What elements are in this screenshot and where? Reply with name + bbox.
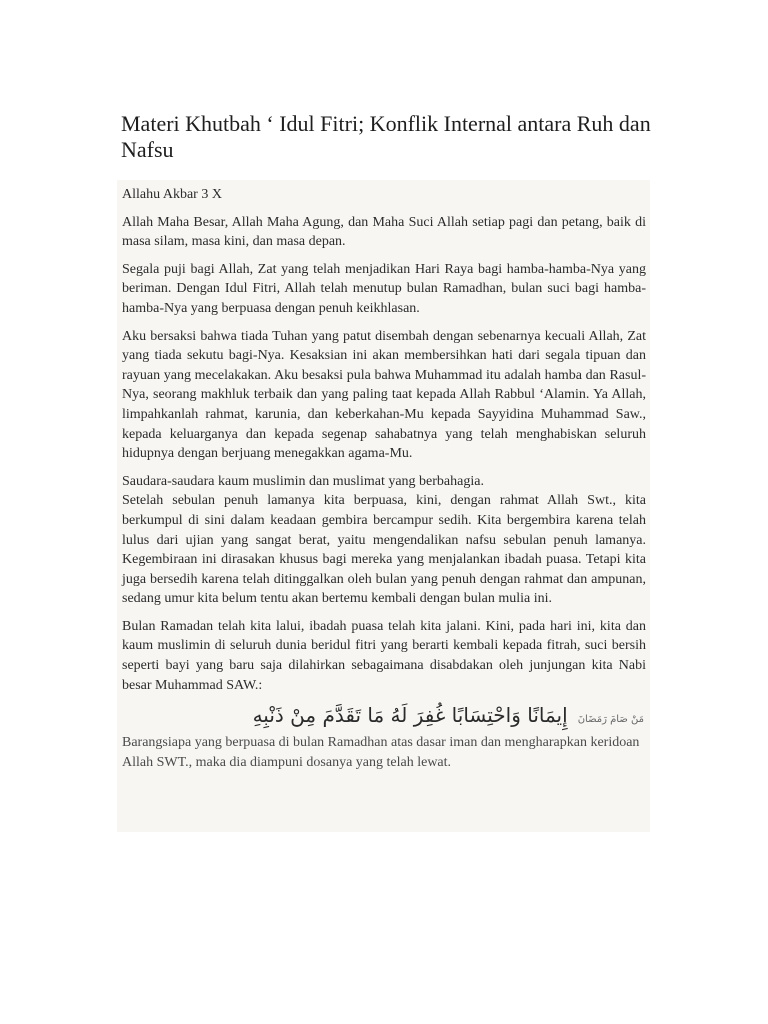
document-title: Materi Khutbah ‘ Idul Fitri; Konflik Internal antara Ruh dan Nafsu xyxy=(121,111,651,162)
hadith-translation: Barangsiapa yang berpuasa di bulan Ramadhan atas dasar iman dan mengharapkan keridoan Allah SWT., maka dia diampuni dosanya yang telah lewat. xyxy=(122,735,640,771)
hadith-arabic-small: مَنْ صَامَ رَمَضَانَ xyxy=(577,714,644,726)
hadith-arabic-main: إِيمَانًا وَاحْتِسَابًا غُفِرَ لَهُ مَا تَقَدَّمَ مِنْ ذَنْبِهِ xyxy=(252,703,568,728)
hadith-arabic xyxy=(122,703,644,727)
paragraph-hamd: Segala puji bagi Allah, Zat yang telah menjadikan Hari Raya bagi hamba-hamba-Nya yang beriman. Dengan Idul Fitri, Allah telah menutup bulan Ramadhan, bulan suci bagi hamba-hamba-Nya yang berpuasa dengan penuh keikhlasan. xyxy=(122,261,646,316)
paragraph-takbir: Allahu Akbar 3 X xyxy=(122,187,222,202)
paragraph-greeting: Saudara-saudara kaum muslimin dan muslimat yang berbahagia. xyxy=(122,473,484,489)
paragraph-after-fasting: Setelah sebulan penuh lamanya kita berpuasa, kini, dengan rahmat Allah Swt., kita berkumpul di sini dalam keadaan gembira bercampur sedih. Kita bergembira karena telah lulus dari ujian yang sangat berat, yaitu mengendalikan nafsu sebulan penuh lamanya. Kegembiraan ini dirasakan khusus bagi mereka yang menjalankan ibadah puasa. Tetapi kita juga bersedih karena telah ditinggalkan oleh bulan yang penuh dengan rahmat dan ampunan, sedang umur kita belum tentu akan bertemu kembali dengan bulan mulia ini. xyxy=(122,493,646,607)
paragraph-shahada: Aku bersaksi bahwa tiada Tuhan yang patut disembah dengan sebenarnya kecuali Allah, Zat yang tiada sekutu bagi-Nya. Kesaksian ini akan membersihkan hati dari segala tipuan dan rayuan yang mecelakakan. Aku besaksi pula bahwa Muhammad itu adalah hamba dan Rasul-Nya, seorang makhluk terbaik dan yang paling taat kepada Allah Rabbul ‘Alamin. Ya Allah, limpahkanlah rahmat, karunia, dan keberkahan-Mu kepada Sayyidina Muhammad Saw., kepada keluarganya dan kepada segenap sahabatnya yang telah menghabiskan seluruh hidupnya dengan berjuang menegakkan agama-Mu. xyxy=(122,328,646,462)
paragraph-praise: Allah Maha Besar, Allah Maha Agung, dan Maha Suci Allah setiap pagi dan petang, baik di masa silam, masa kini, dan masa depan. xyxy=(122,214,646,250)
paragraph-ramadan: Bulan Ramadan telah kita lalui, ibadah puasa telah kita jalani. Kini, pada hari ini, kita dan kaum muslimin di seluruh dunia beridul fitri yang berarti kembali kepada fitrah, suci bersih seperti bayi yang baru saja dilahirkan sebagaimana disabdakan oleh junjungan kita Nabi besar Muhammad SAW.: xyxy=(122,618,646,693)
content-block xyxy=(117,180,650,832)
